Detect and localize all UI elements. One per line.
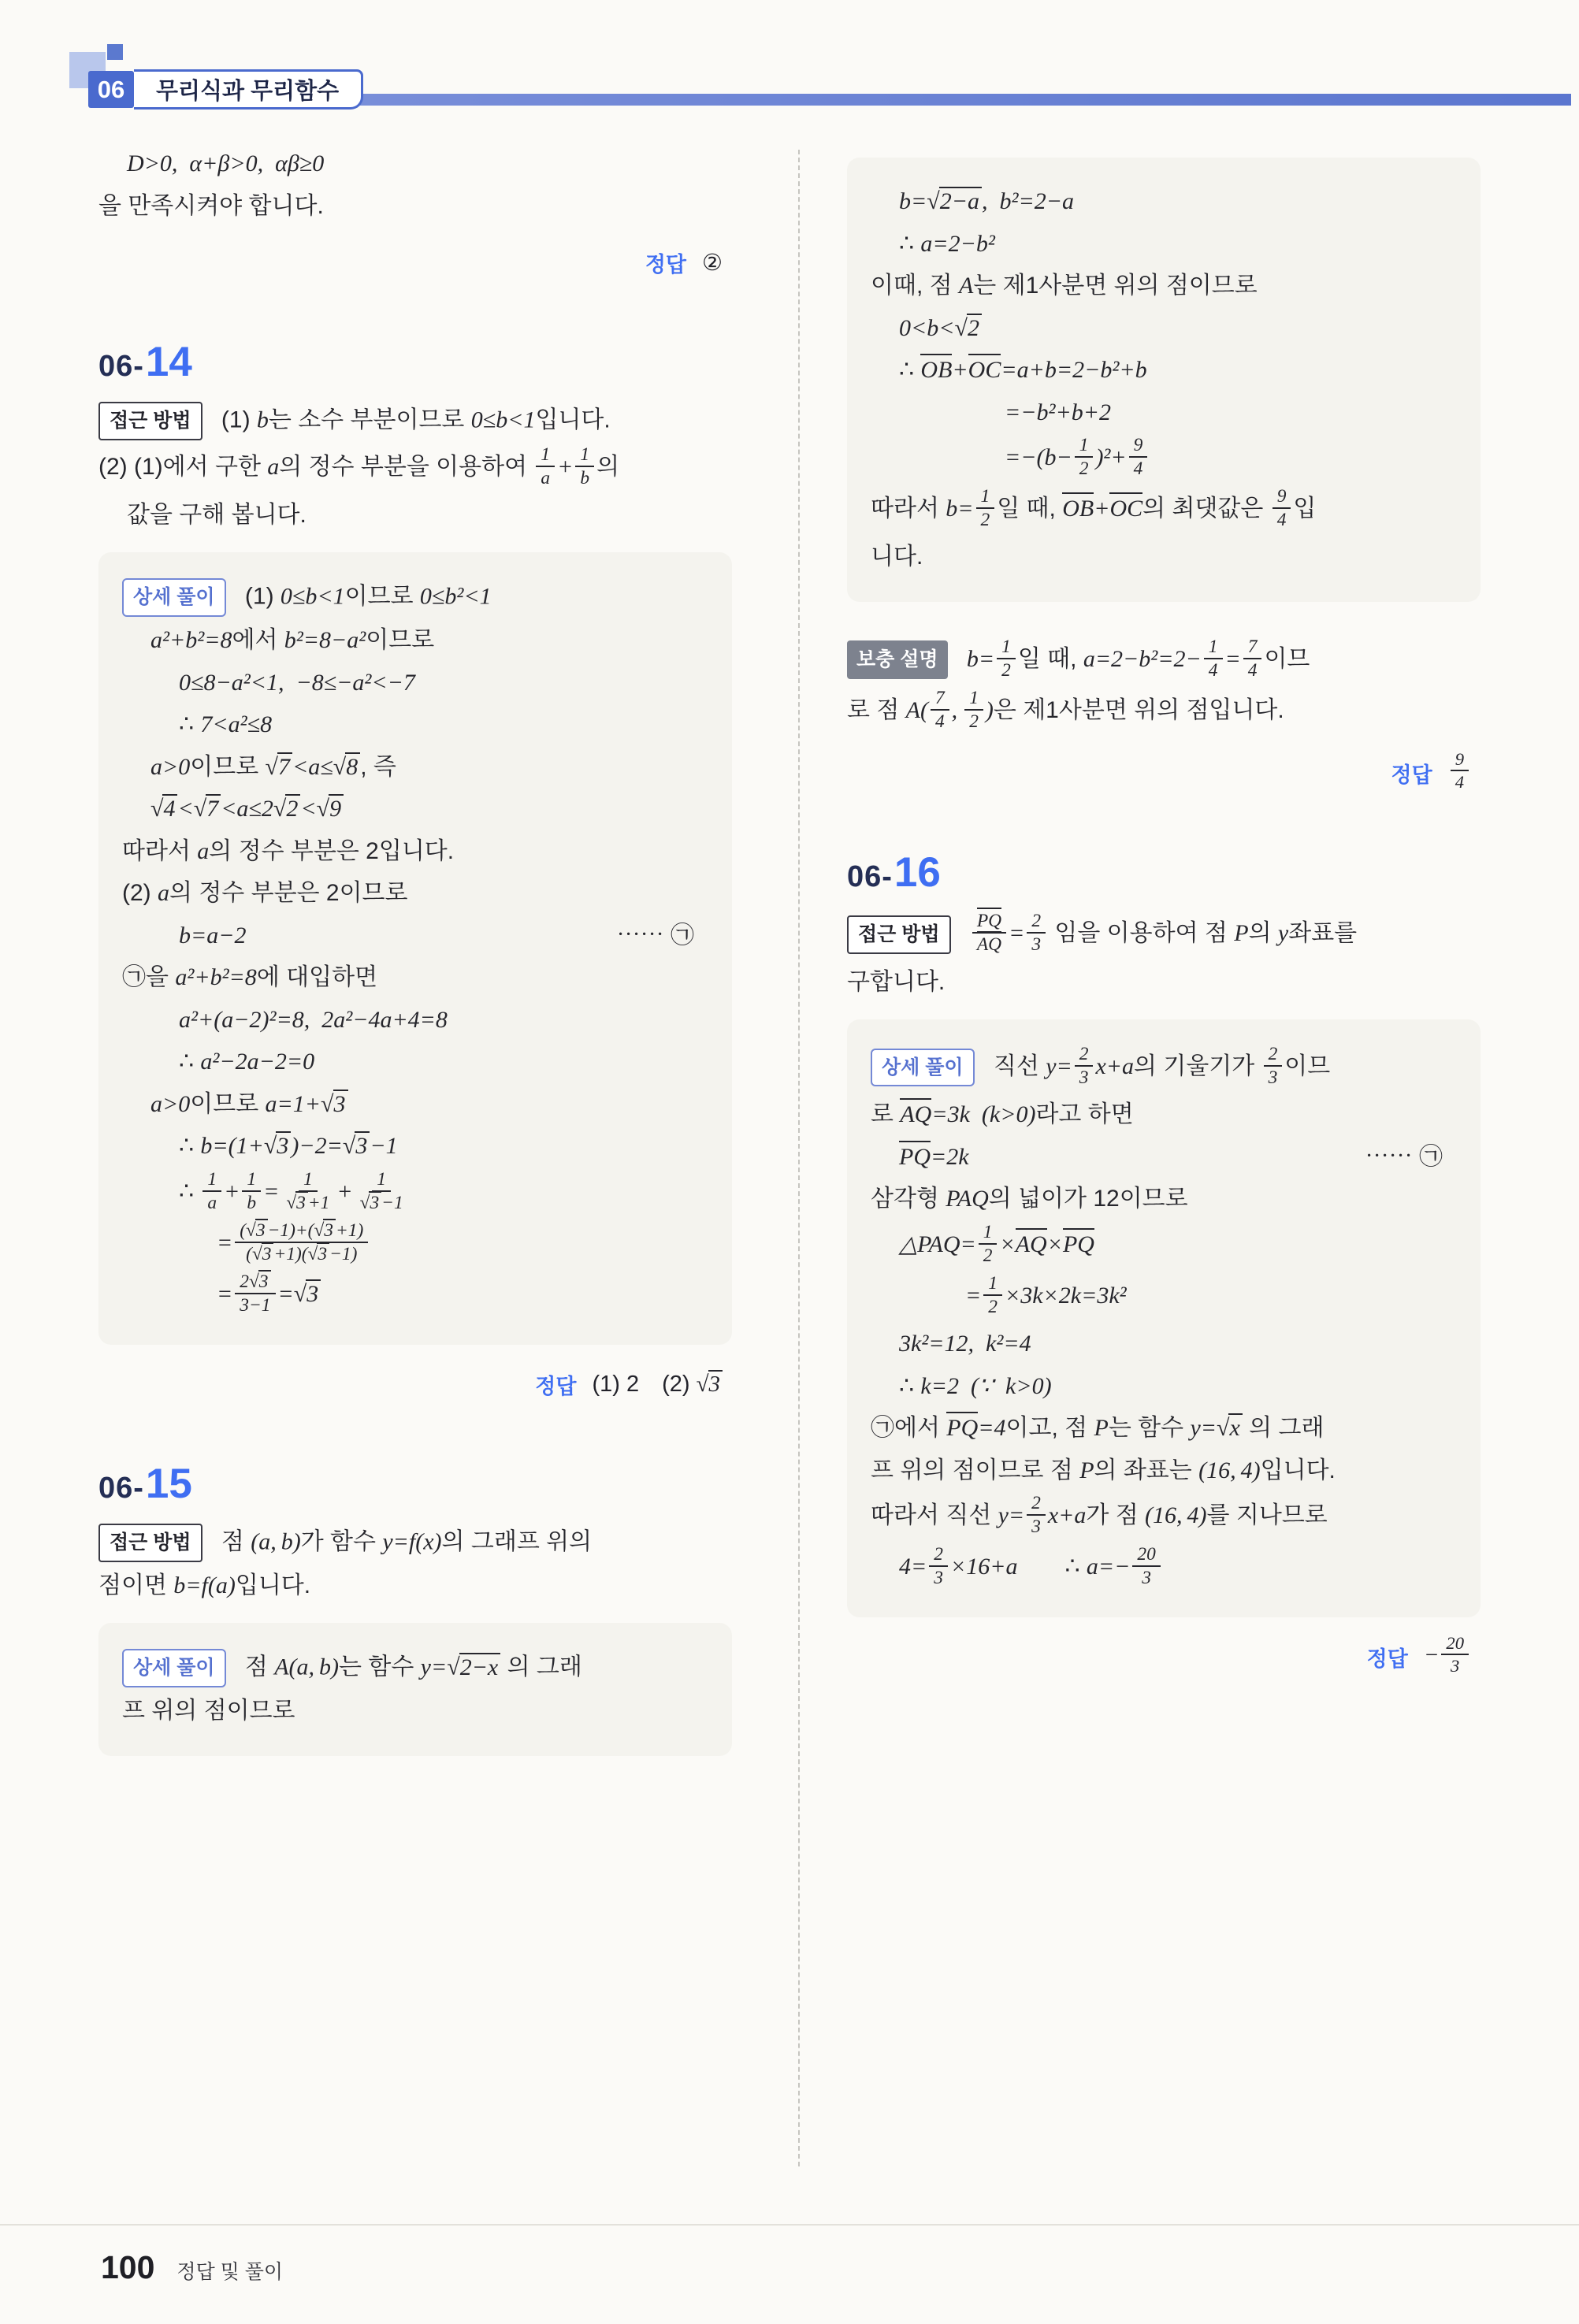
detail-first-line <box>122 1649 708 1687</box>
answer-label: 정답 <box>1366 1646 1408 1671</box>
answer-value: ② <box>702 250 723 276</box>
solution-line: 0≤8−a²<1, −8≤−a²<−7 <box>179 669 415 696</box>
problem-heading-06-15 <box>98 1460 732 1508</box>
solution-line: 직선 y= $\frac{2}{3}$ x+a의 기울기가 $\frac{2}{3}$ 이므 <box>993 1044 1331 1089</box>
approach-first-line <box>847 912 1481 958</box>
solution-line: 니다. <box>871 544 923 570</box>
solution-line: a>0이므로 a=1+√3 <box>122 1086 708 1123</box>
equation: PQ=2k <box>899 1139 969 1176</box>
solution-line: ∴ a=2−b² <box>899 230 995 257</box>
answer-label: 정답 <box>1391 763 1432 787</box>
problem-number: 16 <box>894 849 941 897</box>
chapter-title-tab <box>134 69 363 110</box>
problem-number: 14 <box>145 339 192 385</box>
problem-number: 15 <box>145 1461 192 1508</box>
approach-label: 접근 방법 <box>847 915 951 954</box>
supplement-text: b= $\frac{1}{2}$ 일 때, a=2−b²=2− $\frac{1}{4}$ = $\frac{7}{4}$ 이므 <box>966 636 1310 681</box>
page-number: 100 <box>101 2249 155 2285</box>
solution-line: a²+b²=8에서 b²=8−a²이므로 <box>150 627 435 654</box>
reference-mark: ⋯⋯ ㉠ <box>616 922 694 949</box>
solution-line: ∴ k=2 (∵ k>0) <box>899 1372 1052 1399</box>
solution-line: ∴ a²−2a−2=0 <box>179 1049 315 1075</box>
answer-row <box>98 1362 723 1406</box>
solution-line: 따라서 직선 y= $\frac{2}{3}$ x+a가 점 (16, 4)를 지나므로 <box>871 1493 1328 1538</box>
detail-first-line <box>871 1045 1457 1091</box>
answer-label: 정답 <box>645 252 686 277</box>
supplement-block <box>847 638 1481 735</box>
problem-number-prefix: 06- <box>847 860 893 894</box>
approach-text: 구합니다. <box>847 968 946 995</box>
solution-line: 3k²=12, k²=4 <box>899 1331 1031 1357</box>
solution-line: 로 AQ=3k (k>0)라고 하면 <box>871 1097 1457 1134</box>
solution-line: ㉠을 a²+b²=8에 대입하면 <box>122 964 378 991</box>
answer-row <box>98 240 723 284</box>
solution-line: △PAQ= $\frac{1}{2}$ ×AQ×PQ <box>899 1221 1094 1266</box>
detail-label: 상세 풀이 <box>871 1049 975 1087</box>
approach-label: 접근 방법 <box>98 402 202 440</box>
approach-text: (1) b는 소수 부분이므로 0≤b<1입니다. <box>221 407 611 433</box>
detail-panel-continued <box>847 158 1481 602</box>
supplement-text: 로 점 A( $\frac{7}{4}$ , $\frac{1}{2}$ )은 제1사분면 위의 점입니다. <box>847 687 1284 733</box>
solution-line: 프 위의 점이므로 점 P의 좌표는 (16, 4)입니다. <box>871 1457 1336 1483</box>
problem-number-prefix: 06- <box>98 350 144 383</box>
approach-block <box>847 912 1481 1001</box>
detail-panel <box>847 1019 1481 1617</box>
detail-panel <box>98 552 732 1345</box>
solution-line: a>0이므로 √7 <a≤√8 , 즉 <box>150 753 396 780</box>
page-header <box>0 0 1579 130</box>
header-rule-bar <box>240 94 1571 106</box>
approach-first-line <box>98 402 732 440</box>
approach-label: 접근 방법 <box>98 1524 202 1562</box>
detail-label: 상세 풀이 <box>122 1649 226 1687</box>
solution-line: b=√2−a , b²=2−a <box>899 188 1074 214</box>
solution-line <box>122 918 708 955</box>
solution-line: 따라서 b= $\frac{1}{2}$ 일 때, OB+OC의 최댓값은 $\frac{9}{4}$ 입 <box>871 486 1317 531</box>
chapter-number: 06 <box>97 75 125 103</box>
solution-line: ㉠에서 PQ=4이고, 점 P는 함수 y=√x 의 그래 <box>871 1410 1457 1447</box>
problem-number-prefix: 06- <box>98 1472 144 1505</box>
solution-line: (2) a의 정수 부분은 2이므로 <box>122 880 408 907</box>
answer-row <box>847 1635 1471 1679</box>
right-column <box>847 140 1481 1773</box>
solution-line: =−b²+b+2 <box>1005 399 1111 425</box>
solution-line: 을 만족시켜야 합니다. <box>98 192 324 219</box>
solution-line: 이때, 점 A는 제1사분면 위의 점이므로 <box>871 273 1258 299</box>
solution-line: D>0, α+β>0, αβ≥0 <box>127 150 325 176</box>
solution-line: ∴ b=(1+√3 )−2=√3 −1 <box>179 1133 398 1160</box>
chapter-number-badge <box>88 71 134 108</box>
equation: b=a−2 <box>179 922 247 949</box>
approach-text: 값을 구해 봅니다. <box>127 501 307 528</box>
approach-text: (2) (1)에서 구한 a의 정수 부분을 이용하여 $\frac{1}{a}$ + $\frac{1}{b}$ 의 <box>98 444 620 488</box>
solution-line: = $\frac{(√3 -1)+(√3 +1)}{(√3 +1)(√3 -1)}$ <box>122 1222 708 1268</box>
solution-line: √4 <√7 <a≤2√2 <√9 <box>122 791 708 828</box>
solution-line: 따라서 a의 정수 부분은 2입니다. <box>122 837 455 864</box>
solution-line: 프 위의 점이므로 <box>122 1698 295 1724</box>
solution-line: 점 A(a, b)는 함수 y=√2−x 의 그래 <box>244 1654 582 1680</box>
page-footer <box>0 2224 1579 2286</box>
approach-text: 점 (a, b)가 함수 y=f(x)의 그래프 위의 <box>221 1528 593 1555</box>
supplement-label: 보충 설명 <box>847 640 948 679</box>
reference-mark: ⋯⋯ ㉠ <box>1365 1143 1443 1170</box>
answer-row <box>847 751 1471 795</box>
page-content <box>98 140 1481 1773</box>
detail-label: 상세 풀이 <box>122 578 226 617</box>
supplement-first-line <box>847 638 1481 684</box>
solution-line: ∴ 7<a²≤8 <box>179 711 273 738</box>
approach-first-line <box>98 1524 732 1562</box>
chapter-title: 무리식과 무리함수 <box>156 79 340 104</box>
answer-label: 정답 <box>535 1374 577 1398</box>
answer-value: (1) 2 (2) √3 <box>592 1372 723 1398</box>
answer-value: − $\frac{20}{3}$ <box>1424 1635 1471 1679</box>
detail-panel <box>98 1623 732 1755</box>
carryover-solution <box>98 146 732 284</box>
approach-text: 점이면 b=f(a)입니다. <box>98 1572 311 1598</box>
solution-line: = $\frac{1}{2}$ ×3k×2k=3k² <box>965 1272 1127 1317</box>
solution-line <box>871 1139 1457 1176</box>
solution-line: (1) 0≤b<1이므로 0≤b²<1 <box>244 583 492 610</box>
problem-heading-06-14 <box>98 338 732 386</box>
approach-text: $\frac{PQ}{AQ}$ = $\frac{2}{3}$ 임을 이용하여 점 P의 y좌표를 <box>970 920 1357 946</box>
left-column <box>98 140 732 1773</box>
decorative-square-dark <box>107 44 123 60</box>
answer-value: $\frac{9}{4}$ <box>1448 751 1471 795</box>
detail-first-line <box>122 578 708 617</box>
approach-block <box>98 1524 732 1604</box>
approach-block <box>98 402 732 533</box>
solution-line: ∴ $\frac{1}{a}$ + $\frac{1}{b}$ = $\frac{1}{√3 +1}$ + $\frac{1}{√3 -1}$ <box>179 1168 403 1213</box>
solution-line: =−(b− $\frac{1}{2}$ )²+ $\frac{9}{4}$ <box>871 436 1457 482</box>
footer-label: 정답 및 풀이 <box>176 2261 284 2283</box>
problem-heading-06-16 <box>847 848 1481 897</box>
solution-line: 4= $\frac{2}{3}$ ×16+a ∴ a=− $\frac{20}{3}$ <box>871 1546 1457 1591</box>
solution-line: = $\frac{2√3}{3-1}$ =√3 <box>122 1273 708 1319</box>
solution-line: 삼각형 PAQ의 넓이가 12이므로 <box>871 1186 1188 1212</box>
solution-line: 0<b<√2 <box>871 310 1457 347</box>
solution-line: a²+(a−2)²=8, 2a²−4a+4=8 <box>179 1006 448 1033</box>
solution-line: ∴ OB+OC=a+b=2−b²+b <box>871 352 1457 389</box>
